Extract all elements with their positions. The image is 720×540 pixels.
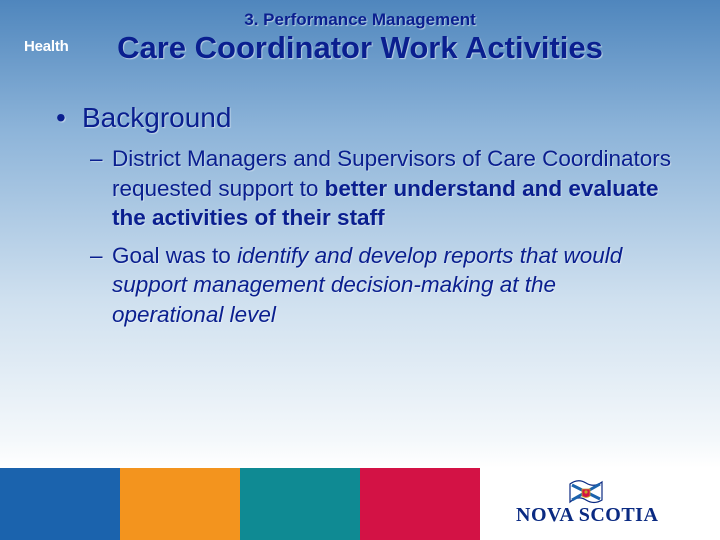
- sub-bullet-dash: –: [90, 242, 103, 268]
- footer-band-4: [360, 468, 480, 540]
- footer-band-2: [120, 468, 240, 540]
- sub-bullet-1-text: District Managers and Supervisors of Care Coordinators requested support to: [112, 146, 671, 201]
- bullet-label: Background: [82, 102, 232, 133]
- footer-band-1: [0, 468, 120, 540]
- slide-subtitle: 3. Performance Management: [244, 10, 476, 29]
- slide-content: [50, 100, 670, 329]
- bullet-dot: •: [56, 102, 66, 133]
- sub-bullet-1: [50, 144, 672, 233]
- health-label: Health: [24, 38, 69, 55]
- sub-bullet-dash: –: [90, 146, 103, 171]
- footer-band-3: [240, 468, 360, 540]
- slide-title: Care Coordinator Work Activities: [117, 30, 603, 65]
- sub-bullet-2-italic: identify and develop reports that would support management decision-making at the operational level: [112, 242, 623, 327]
- nova-scotia-wordmark: NOVA SCOTIA: [516, 504, 659, 526]
- title-block: [0, 10, 720, 66]
- nova-scotia-logo: [480, 468, 720, 540]
- sub-bullet-2: [50, 241, 672, 330]
- sub-bullet-2-text: Goal was to: [112, 242, 238, 268]
- sub-bullet-1-bold: better understand and evaluate the activities of their staff: [112, 175, 659, 230]
- bullet-background: [50, 100, 670, 136]
